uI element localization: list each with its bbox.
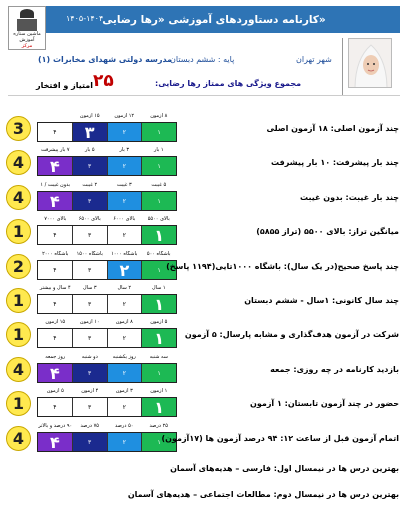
level-cell: ۳ [72,157,107,175]
level-label: ۱ بار [153,147,164,153]
level-cell: ۴ [53,300,57,308]
page-title: کارنامه دستاوردهای آموزشی «رها رضایی» [102,13,326,26]
level-cell: ۴ [38,192,72,210]
institute-logo [8,6,46,50]
level-label [38,113,73,121]
level-labels [38,388,176,396]
level-label: بالای ۶۰۰۰ [113,216,136,222]
level-cell: ۱ [141,261,176,279]
level-cell: ۳ [72,398,107,416]
level-cell: ۳ [72,226,107,244]
level-label: ۴ آزمون [81,388,99,394]
section-divider [8,95,400,96]
level-label: ۵ آزمون [150,319,168,325]
level-labels [38,285,176,293]
achievement-row [0,285,407,315]
logo-subtext: مرکز [21,43,33,49]
achievement-question: اتمام آزمون قبل از ساعت ۱۲: ۹۴ درصد آزمون ها (۱۷آزمون) [161,434,399,443]
school-name: مدرسه دولتی شهدای مخابرات (۱) [38,55,173,64]
level-bar [37,156,177,176]
logo-text: ماشین ستاره آموزش [13,31,41,43]
logo-figure-head [20,9,34,18]
level-label: ۲۵ درصد [149,423,168,429]
achievement-row [0,423,407,453]
level-cell: ۱ [141,226,176,244]
logo-figure-body [17,19,37,31]
level-bar [37,122,177,142]
achievement-question: بازدید کارنامه در چه روزی: جمعه [270,365,399,374]
level-label: ۱۵ آزمون [45,319,66,325]
level-label: ۵ غیبت [151,182,167,188]
score-badge: 3 [6,116,31,141]
level-labels [38,147,176,155]
level-cell: ۴ [53,334,57,342]
level-cell: ۳ [72,261,107,279]
level-cell: ۱ [141,433,176,451]
summary-label: مجموع ویژگی های ممتاز رها رضایی: [155,79,302,88]
level-label: ۵ آزمون [46,388,64,394]
level-cell: ۴ [38,157,72,175]
level-labels [38,354,176,362]
achievement-question: چند آزمون اصلی: ۱۸ آزمون اصلی [266,124,399,133]
level-label: بالای ۵۵۰۰ [147,216,170,222]
level-cell: ۲ [107,192,142,210]
level-cell: ۱ [141,157,176,175]
achievement-question: چند بار پیشرفت: ۱۰ بار پیشرفت [271,158,399,167]
footer-line-2: بهترین درس ها در نیمسال دوم: مطالعات اجتماعی – هدیه‌های آسمان [127,490,399,499]
achievement-question: چند بار غیبت: بدون غیبت [300,193,399,202]
level-bar [37,363,177,383]
level-label: دو شنبه [81,354,98,360]
student-photo [348,38,392,88]
achievement-question: میانگین تراز: بالای ۵۵۰۰ (تراز ۵۸۵۵) [256,227,399,236]
level-label: بالای ۷۰۰۰ [44,216,67,222]
level-labels [38,113,176,121]
achievement-question: چند سال کانونی: ۱سال - ششم دبستان [244,296,399,305]
level-label: ۸ آزمون [150,113,168,119]
level-cell: ۲ [107,226,142,244]
level-label: ۱ آزمون [150,388,168,394]
level-cell: ۱ [141,295,176,313]
level-cell: ۴ [38,364,72,382]
score-badge: 4 [6,426,31,451]
level-label: ۳ غیبت [116,182,132,188]
achievement-question: چند پاسخ صحیح(در یک سال): باشگاه ۱۰۰۰تایی(۱۱۹۴ پاسخ) [166,262,399,271]
header-divider [342,38,343,95]
score-badge: 4 [6,185,31,210]
achievement-row [0,182,407,212]
honor-label: امتیاز و افتخار [36,81,93,90]
score-badge: 4 [6,150,31,175]
level-cell: ۱ [141,329,176,347]
level-bar [37,294,177,314]
level-bar [37,260,177,280]
level-cell: ۲ [107,433,142,451]
level-label: ۳ سال [82,285,97,291]
city: شهر تهران [296,55,332,64]
score-badge: 1 [6,391,31,416]
level-label: ۲ غیبت [82,182,98,188]
level-cell: ۳ [72,364,107,382]
achievement-row [0,113,407,143]
level-cell: ۲ [107,261,142,279]
level-cell: ۴ [53,266,57,274]
level-label: ۵ بار [84,147,95,153]
level-cell: ۲ [107,295,142,313]
level-cell: ۴ [53,231,57,239]
footer-line-1: بهترین درس ها در نیمسال اول: فارسی – هدیه‌های آسمان [170,464,399,473]
level-cell: ۲ [107,157,142,175]
level-bar [37,328,177,348]
level-label: باشگاه ۵۰۰ [146,251,171,257]
score-badge: 2 [6,254,31,279]
title-banner [8,6,400,33]
level-bar [37,432,177,452]
achievement-question: شرکت در آزمون هدف‌گذاری و مشابه پارسال: ۵ آزمون [184,330,399,339]
level-label: روز جمعه [45,354,66,360]
academic-year: ۱۴۰۵-۱۴۰۴ [66,14,104,23]
level-cell: ۱ [141,364,176,382]
achievement-question: حضور در چند آزمون تابستان: ۱ آزمون [250,399,399,408]
achievement-row [0,388,407,418]
level-cell: ۲ [107,123,142,141]
level-label: ۵۰ درصد [115,423,134,429]
level-cell: ۴ [53,403,57,411]
level-label: ۳ بار [119,147,130,153]
level-bar [37,191,177,211]
level-label: ۹۰ درصد و بالاتر [38,423,73,429]
achievement-row [0,354,407,384]
level-label: بالای ۶۵۰۰ [78,216,101,222]
level-cell: ۳ [72,329,107,347]
level-cell: ۲ [107,398,142,416]
level-cell: ۱ [141,398,176,416]
level-cell: ۴ [38,433,72,451]
level-label: ۳ آزمون [115,388,133,394]
level-label: ۱۵ آزمون [79,113,100,119]
level-cell: ۳ [72,295,107,313]
level-labels [38,182,176,190]
summary-value: ۲۵ [93,71,114,91]
achievement-row [0,147,407,177]
level-label: باشگاه ۲۰۰۰ [42,251,69,257]
level-bar [37,397,177,417]
level-label: ۱ سال [151,285,166,291]
grade: پایه : ششم دبستان [170,55,235,64]
level-label: ۷ بار پیشرفت [40,147,70,153]
level-labels [38,216,176,224]
level-labels [38,251,176,259]
level-label: ۱۰ آزمون [79,319,100,325]
level-label: ۸ آزمون [115,319,133,325]
level-cell: ۳ [72,123,107,141]
achievement-row [0,251,407,281]
level-label: ۱۲ آزمون [114,113,135,119]
level-label: باشگاه ۱۵۰۰ [76,251,103,257]
achievement-row [0,216,407,246]
level-label: ۷۵ درصد [80,423,99,429]
achievement-row [0,319,407,349]
score-badge: 1 [6,219,31,244]
level-cell: ۲ [107,364,142,382]
level-label: ۲ سال [117,285,132,291]
level-label: ۴ سال و بیشتر [39,285,71,291]
level-cell: ۴ [53,128,57,136]
level-cell: ۱ [141,192,176,210]
level-label: باشگاه ۱۰۰۰ [111,251,138,257]
score-badge: 4 [6,357,31,382]
level-labels [38,423,176,431]
level-bar [37,225,177,245]
level-label: سه شنبه [149,354,168,360]
level-cell: ۳ [72,192,107,210]
level-cell: ۲ [107,329,142,347]
level-label: روز یکشنبه [112,354,136,360]
level-cell: ۱ [141,123,176,141]
level-label: بدون غیبت / ۱ [40,182,71,188]
score-badge: 1 [6,322,31,347]
score-badge: 1 [6,288,31,313]
level-labels [38,319,176,327]
level-cell: ۳ [72,433,107,451]
